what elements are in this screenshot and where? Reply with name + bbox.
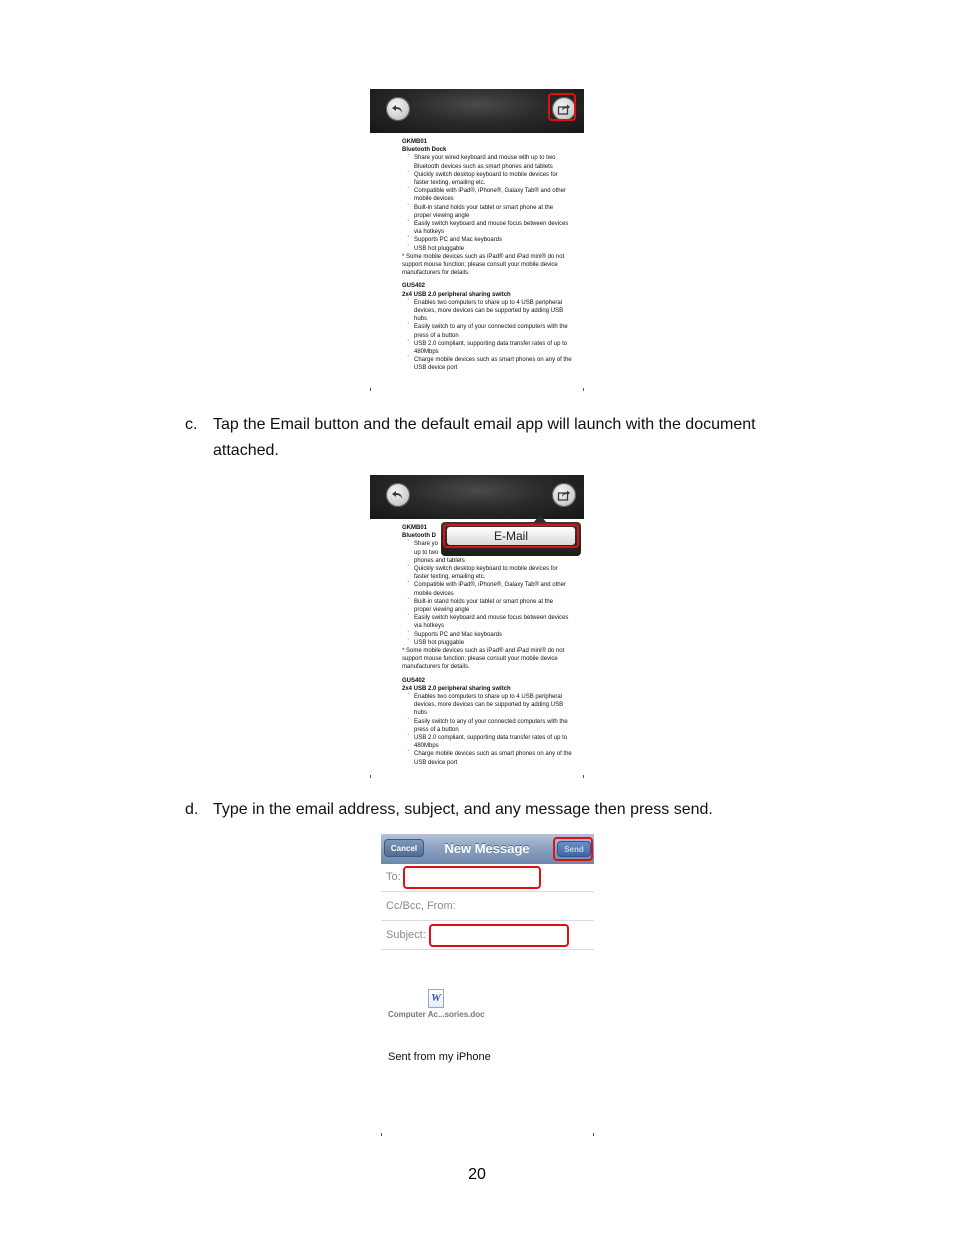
doc-note: * Some mobile devices such as iPad® and iPad mini® do not support mouse function; please consult your mobile device manufacturers for details. xyxy=(402,253,565,277)
share-popover xyxy=(441,522,581,556)
doc-product-name: Bluetooth D xyxy=(402,533,436,540)
list-item: · Built-in stand holds your tablet or smart phone at the proper viewing angle xyxy=(402,204,572,220)
list-item: · USB 2.0 compliant, supporting data transfer rates of up to 480Mbps xyxy=(402,340,572,356)
list-item: · Supports PC and Mac keyboards xyxy=(402,236,572,244)
compose-nav-bar xyxy=(381,834,594,864)
instruction-step-c xyxy=(185,412,825,468)
doc-product-name: Bluetooth Dock xyxy=(402,147,447,154)
instruction-step-d xyxy=(185,797,825,827)
doc-note: * Some mobile devices such as iPad® and iPad mini® do not support mouse function; please consult your mobile device manufacturers for details. xyxy=(402,648,565,671)
step-label: c. xyxy=(185,416,198,433)
compose-email-screenshot xyxy=(381,834,594,1136)
subject-field-highlight xyxy=(429,924,569,947)
list-item: · Compatible with iPad®, iPhone®, Galaxy Tab® and other mobile devices xyxy=(402,581,572,597)
share-button[interactable] xyxy=(552,483,576,507)
share-button-highlight xyxy=(548,93,576,121)
email-button[interactable]: E-Mail xyxy=(447,527,575,545)
list-item: · Charge mobile devices such as smart phones on any of the USB device port xyxy=(402,750,572,766)
send-button-highlight xyxy=(553,837,593,861)
to-field[interactable] xyxy=(381,863,594,892)
doc-feature-list xyxy=(402,540,572,647)
list-item: · USB 2.0 compliant, supporting data transfer rates of up to 480Mbps xyxy=(402,734,572,750)
compose-title: New Message xyxy=(444,841,530,856)
list-item: · Easily switch to any of your connected computers with the press of a button xyxy=(402,323,572,339)
viewer-toolbar xyxy=(370,475,584,519)
send-button[interactable]: Send xyxy=(557,841,591,857)
to-label: To: xyxy=(386,871,401,883)
doc-feature-list xyxy=(402,154,572,252)
attachment-name: Computer Ac...sories.doc xyxy=(388,1010,485,1019)
doc-product-code: GKMB01 xyxy=(402,139,428,145)
to-field-highlight xyxy=(403,866,541,889)
document-content xyxy=(402,524,572,767)
back-button[interactable] xyxy=(386,483,410,507)
list-item: · Enables two computers to share up to 4 USB peripheral devices, more devices can be supported by adding USB hubs xyxy=(402,693,572,718)
corner-tick xyxy=(583,388,584,391)
list-item: · Charge mobile devices such as smart phones on any of the USB device port xyxy=(402,356,572,372)
doc-feature-list xyxy=(402,299,572,373)
doc-product-name: 2x4 USB 2.0 peripheral sharing switch xyxy=(402,291,511,298)
list-item: · Easily switch keyboard and mouse focus between devices via hotkeys xyxy=(402,220,572,236)
list-item: · Share yo up to two phones and tablets xyxy=(402,540,572,565)
step-text: Tap the Email button and the default email app will launch with the document attached. xyxy=(213,416,756,459)
back-arrow-icon xyxy=(391,102,405,116)
list-item: · Quickly switch desktop keyboard to mobile devices for faster texting, emailing etc. xyxy=(402,171,572,187)
list-item: · Built-in stand holds your tablet or smart phone at the proper viewing angle xyxy=(402,598,572,614)
document-content xyxy=(402,138,572,373)
list-item: · Share your wired keyboard and mouse with up to two Bluetooth devices such as smart phones and tablets xyxy=(402,154,572,170)
list-item: · USB hot pluggable xyxy=(402,245,572,253)
list-item: · Enables two computers to share up to 4 USB peripheral devices, more devices can be supported by adding USB hubs xyxy=(402,299,572,324)
list-item: · Easily switch to any of your connected computers with the press of a button xyxy=(402,718,572,734)
list-item: · USB hot pluggable xyxy=(402,639,572,647)
doc-product-code: GKMB01 xyxy=(402,525,428,531)
document-viewer-screenshot-1 xyxy=(370,89,584,389)
corner-tick xyxy=(583,775,584,778)
subject-label: Subject: xyxy=(386,929,426,941)
cc-bcc-label: Cc/Bcc, From: xyxy=(386,900,456,912)
email-signature[interactable]: Sent from my iPhone xyxy=(388,1051,491,1063)
share-icon xyxy=(557,488,571,502)
back-arrow-icon xyxy=(391,488,405,502)
subject-field[interactable] xyxy=(381,921,594,950)
cc-bcc-field[interactable] xyxy=(381,892,594,921)
page-number: 20 xyxy=(468,1166,486,1183)
list-item: · Quickly switch desktop keyboard to mobile devices for faster texting, emailing etc. xyxy=(402,565,572,581)
step-label: d. xyxy=(185,801,199,818)
list-item: · Easily switch keyboard and mouse focus between devices via hotkeys xyxy=(402,614,572,630)
list-item: · Supports PC and Mac keyboards xyxy=(402,631,572,639)
back-button[interactable] xyxy=(386,97,410,121)
document-viewer-screenshot-2 xyxy=(370,475,584,776)
corner-tick xyxy=(370,775,371,778)
doc-product-name: 2x4 USB 2.0 peripheral sharing switch xyxy=(402,685,511,692)
doc-feature-list xyxy=(402,693,572,767)
corner-tick xyxy=(370,388,371,391)
corner-tick xyxy=(381,1133,382,1136)
viewer-toolbar xyxy=(370,89,584,133)
email-button-highlight xyxy=(443,524,579,548)
corner-tick xyxy=(593,1133,594,1136)
cancel-button[interactable]: Cancel xyxy=(384,839,424,857)
doc-product-code: GUS402 xyxy=(402,677,426,684)
doc-product-code: GUS402 xyxy=(402,283,426,290)
step-text: Type in the email address, subject, and any message then press send. xyxy=(213,801,713,818)
word-document-icon[interactable]: W xyxy=(428,989,444,1008)
list-item: · Compatible with iPad®, iPhone®, Galaxy Tab® and other mobile devices xyxy=(402,187,572,203)
